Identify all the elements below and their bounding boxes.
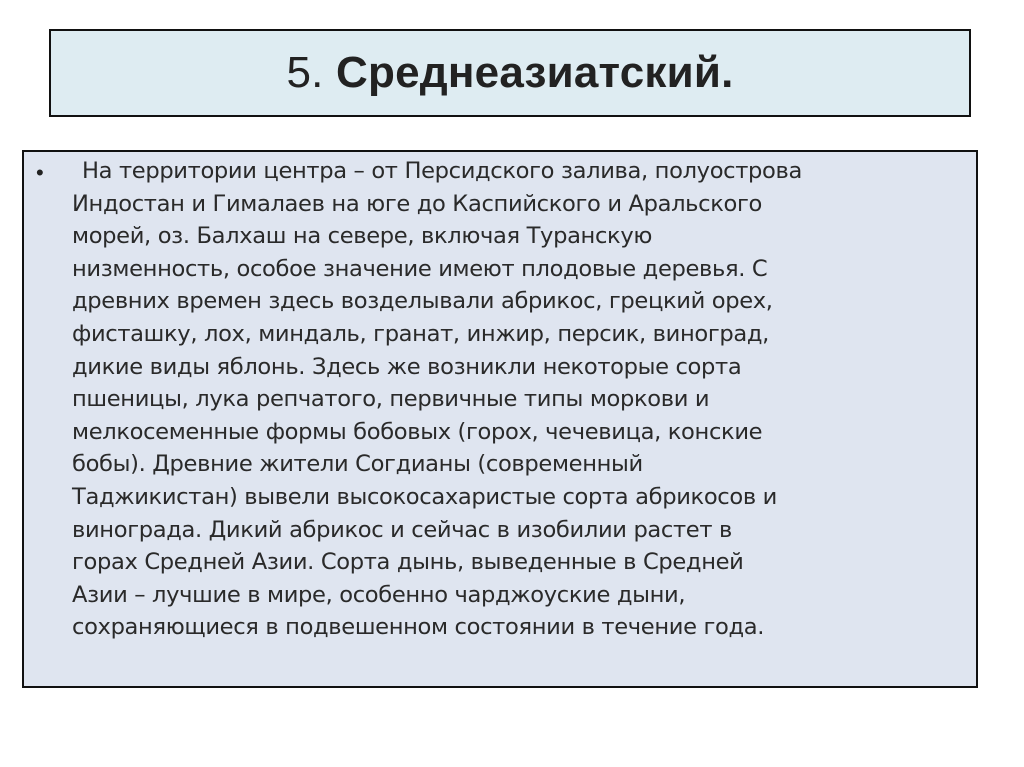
- title-word: Среднеазиатский.: [336, 48, 734, 97]
- body-line: древних времен здесь возделывали абрикос, грецкий орех,: [72, 288, 773, 315]
- bullet-icon: •: [36, 160, 44, 185]
- title-box: [49, 29, 971, 117]
- body-line: дикие виды яблонь. Здесь же возникли некоторые сорта: [72, 353, 742, 380]
- title-number: 5.: [286, 48, 324, 97]
- body-line: горах Средней Азии. Сорта дынь, выведенные в Средней: [72, 549, 744, 576]
- body-line: низменность, особое значение имеют плодовые деревья. С: [72, 255, 768, 282]
- body-line: фисташку, лох, миндаль, гранат, инжир, персик, виноград,: [72, 320, 769, 347]
- body-line: На территории центра – от Персидского залива, полуострова: [82, 158, 802, 184]
- body-line: Азии – лучшие в мире, особенно чарджоуские дыни,: [72, 581, 686, 608]
- body-line: сохраняющиеся в подвешенном состоянии в течение года.: [72, 614, 765, 641]
- slide-title: [286, 48, 733, 98]
- body-paragraph: [72, 155, 970, 644]
- body-line: пшеницы, лука репчатого, первичные типы моркови и: [72, 386, 710, 413]
- body-line: Таджикистан) вывели высокосахаристые сорта абрикосов и: [72, 483, 777, 510]
- body-line: винограда. Дикий абрикос и сейчас в изобилии растет в: [72, 516, 732, 543]
- body-line: Индостан и Гималаев на юге до Каспийского и Аральского: [72, 190, 762, 217]
- body-line: морей, оз. Балхаш на севере, включая Туранскую: [72, 223, 653, 250]
- body-line: мелкосеменные формы бобовых (горох, чечевица, конские: [72, 418, 763, 445]
- content-box: [22, 150, 978, 688]
- body-line: бобы). Древние жители Согдианы (современный: [72, 451, 643, 478]
